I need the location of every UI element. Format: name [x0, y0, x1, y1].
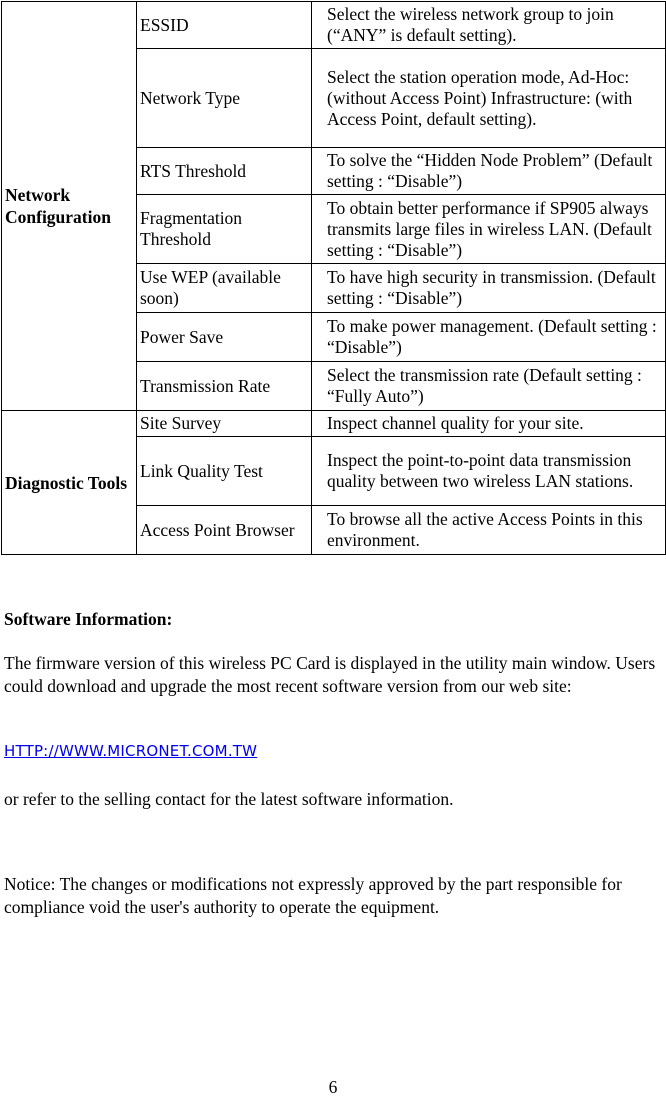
setting-description: To browse all the active Access Points in this environment. — [312, 506, 666, 555]
setting-name: RTS Threshold — [137, 148, 312, 195]
setting-description: Select the station operation mode, Ad-Hoc: (without Access Point) Infrastructure: (with Access Point, default setting). — [312, 49, 666, 148]
setting-description: To obtain better performance if SP905 always transmits large files in wireless LAN. (Default setting : “Disable”) — [312, 195, 666, 264]
settings-table — [1, 1, 666, 555]
firmware-paragraph: The firmware version of this wireless PC Card is displayed in the utility main window. Users could download and upgrade the most recent software version from our web site: — [4, 653, 656, 696]
setting-description: To have high security in transmission. (Default setting : “Disable”) — [312, 264, 666, 313]
setting-name: Access Point Browser — [137, 506, 312, 555]
setting-description: To make power management. (Default setting : “Disable”) — [312, 313, 666, 362]
setting-name: Site Survey — [137, 411, 312, 437]
setting-name: Transmission Rate — [137, 362, 312, 411]
setting-name: Network Type — [137, 49, 312, 148]
table-row — [2, 411, 666, 437]
selling-contact-paragraph: or refer to the selling contact for the latest software information. — [4, 789, 454, 809]
setting-name: ESSID — [137, 2, 312, 49]
setting-name: Link Quality Test — [137, 437, 312, 506]
notice-paragraph: Notice: The changes or modifications not expressly approved by the part responsible for compliance void the user's authority to operate the equipment. — [4, 874, 622, 917]
page-number: 6 — [328, 1077, 338, 1097]
setting-description: To solve the “Hidden Node Problem” (Default setting : “Disable”) — [312, 148, 666, 195]
group-label-diagnostic-tools: Diagnostic Tools — [2, 411, 137, 555]
table-row — [2, 2, 666, 49]
group-label-network-configuration: Network Configuration — [2, 2, 137, 411]
setting-description: Select the wireless network group to join (“ANY” is default setting). — [312, 2, 666, 49]
setting-description: Inspect the point-to-point data transmission quality between two wireless LAN stations. — [312, 437, 666, 506]
setting-description: Select the transmission rate (Default setting : “Fully Auto”) — [312, 362, 666, 411]
setting-name: Use WEP (available soon) — [137, 264, 312, 313]
setting-name: Power Save — [137, 313, 312, 362]
setting-name: Fragmentation Threshold — [137, 195, 312, 264]
setting-description: Inspect channel quality for your site. — [312, 411, 666, 437]
software-information-heading: Software Information: — [4, 609, 173, 629]
website-link[interactable]: HTTP://WWW.MICRONET.COM.TW — [4, 742, 258, 760]
